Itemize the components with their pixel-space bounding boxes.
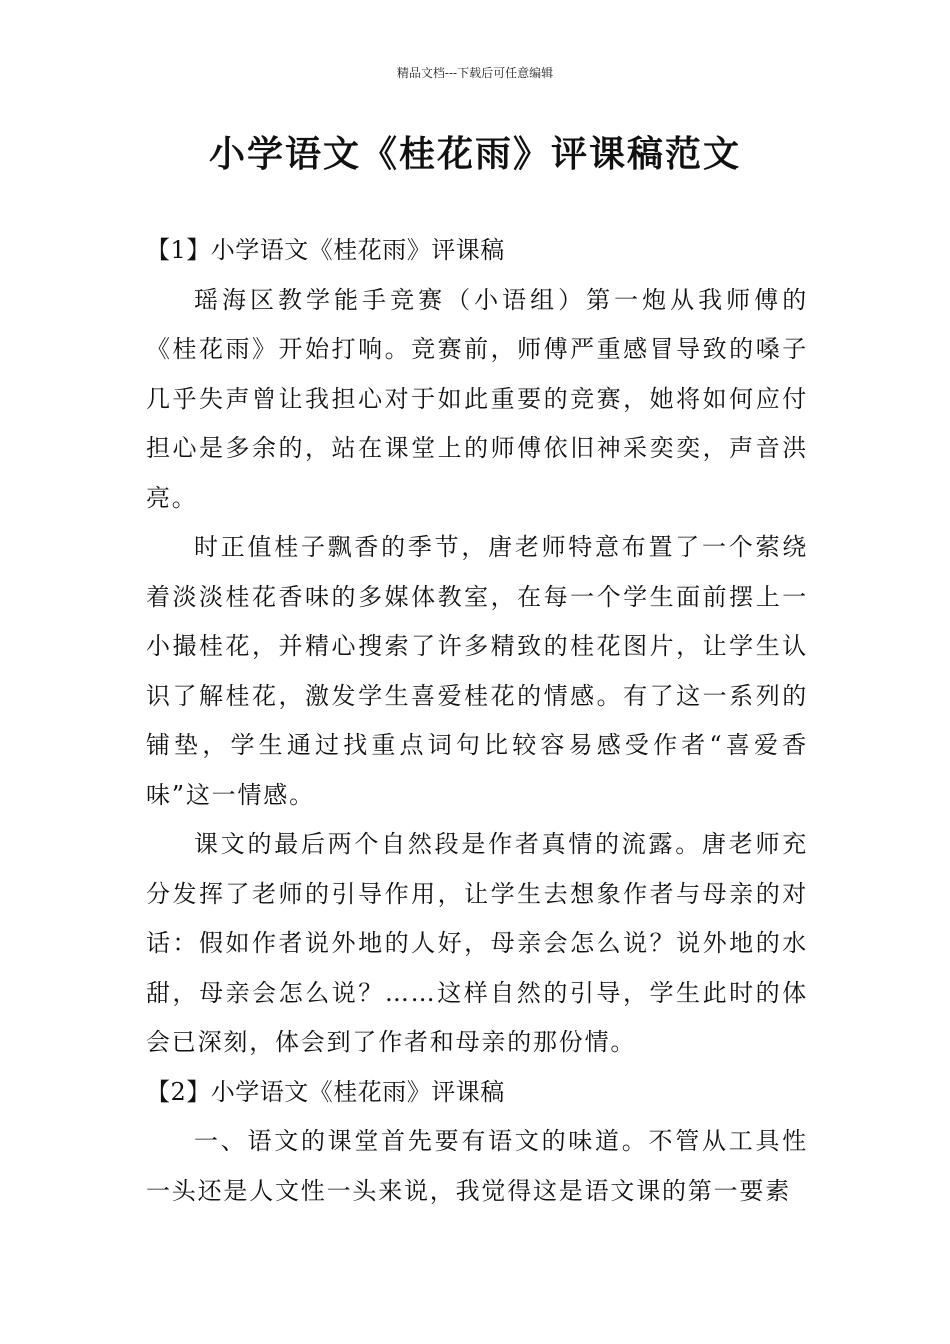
section-heading: 【2】小学语文《桂花雨》评课稿 bbox=[146, 1077, 505, 1106]
paragraph: 瑶海区教学能手竞赛（小语组）第一炮从我师傅的《桂花雨》开始打响。竞赛前，师傅严重感冒导致的嗓子几乎失声曾让我担心对于如此重要的竞赛，她将如何应付担心是多余的，站在课堂上的师傅依旧神采奕奕，声音洪亮。 bbox=[146, 285, 808, 512]
paragraph: 一、语文的课堂首先要有语文的味道。不管从工具性一头还是人文性一头来说，我觉得这是语文课的第一要素 bbox=[146, 1127, 808, 1205]
document-body bbox=[146, 226, 808, 1216]
document-title: 小学语文《桂花雨》评课稿范文 bbox=[208, 134, 741, 175]
paragraph: 时正值桂子飘香的季节，唐老师特意布置了一个萦绕着淡淡桂花香味的多媒体教室，在每一个学生面前摆上一小撮桂花，并精心搜索了许多精致的桂花图片，让学生认识了解桂花，激发学生喜爱桂花的情感。有了这一系列的铺垫，学生通过找重点词句比较容易感受作者“喜爱香味”这一情感。 bbox=[146, 533, 808, 809]
section-heading: 【1】小学语文《桂花雨》评课稿 bbox=[146, 236, 505, 264]
header-note: 精品文档---下载后可任意编辑 bbox=[396, 66, 554, 80]
paragraph: 课文的最后两个自然段是作者真情的流露。唐老师充分发挥了老师的引导作用，让学生去想象作者与母亲的对话：假如作者说外地的人好，母亲会怎么说？说外地的水甜，母亲会怎么说？……这样自然的引导，学生此时的体会已深刻，体会到了作者和母亲的那份情。 bbox=[146, 830, 808, 1056]
